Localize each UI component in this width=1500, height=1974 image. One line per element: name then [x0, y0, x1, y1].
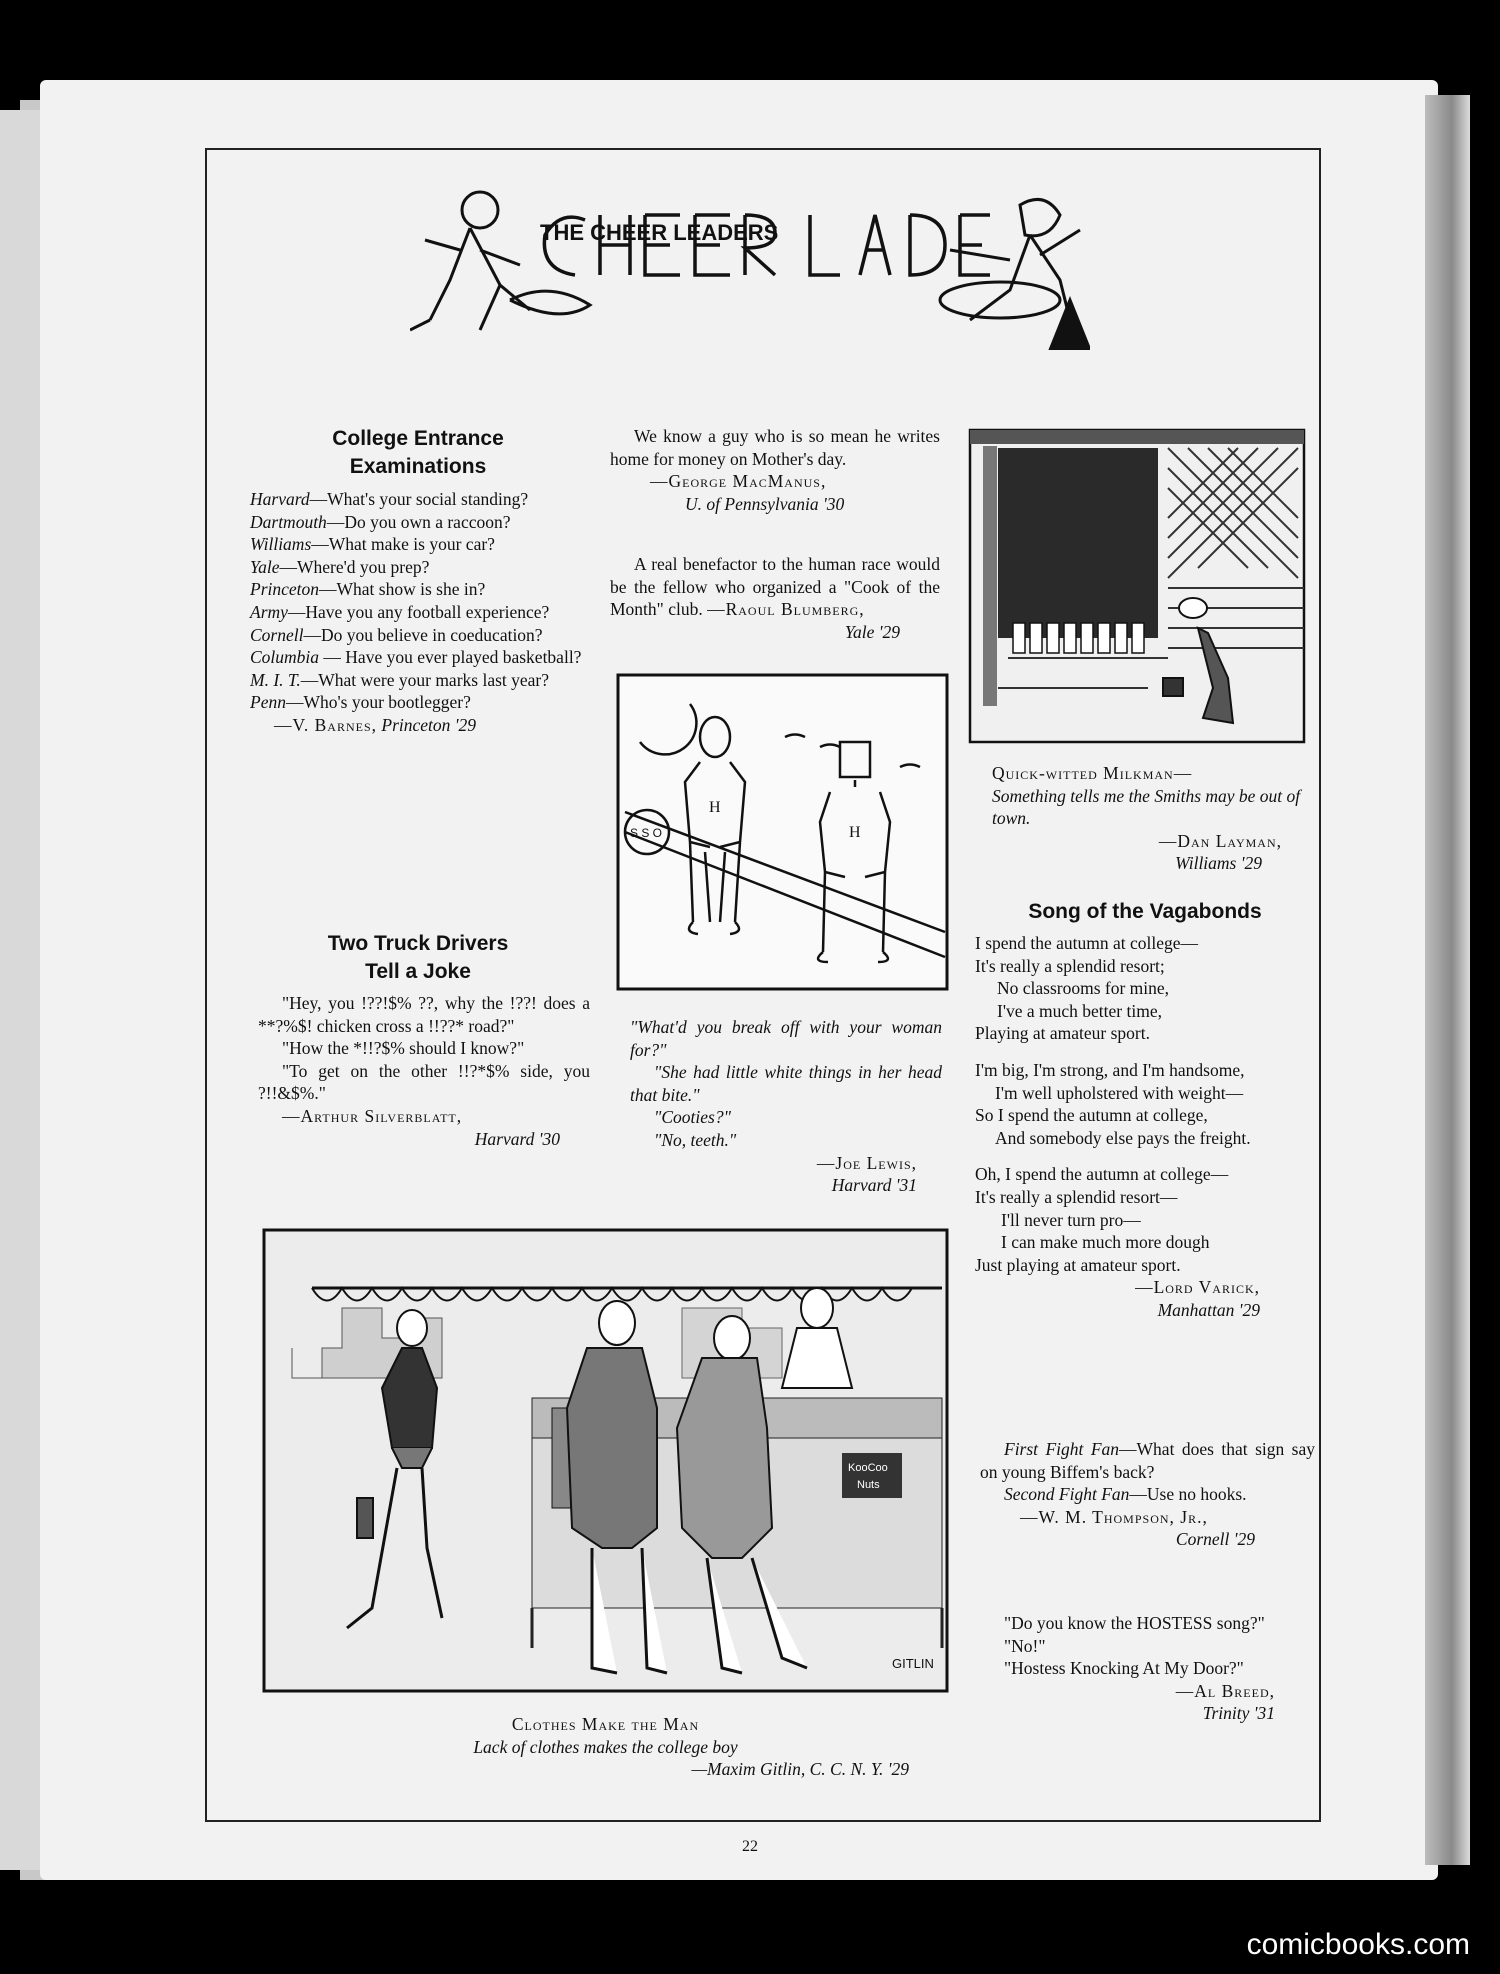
exam-credit: —V. Barnes, Princeton '29: [274, 714, 477, 735]
header-title: THE CHEER LEADERS: [540, 220, 779, 245]
stanza2-line: I'm well upholstered with weight—: [995, 1082, 1244, 1103]
host-credit-school: Trinity '31: [1202, 1703, 1275, 1724]
page-number: 22: [742, 1838, 758, 1855]
milk-text: Something tells me the Smiths may be out of town.: [992, 785, 1301, 829]
stanza1-line: It's really a splendid resort;: [975, 955, 1165, 976]
milkman-caption: [992, 762, 1312, 875]
stanza3-line: I'll never turn pro—: [1001, 1209, 1141, 1230]
cartoon-credit-name: —Joe Lewis,: [816, 1152, 917, 1173]
exam-title-line2: Examinations: [349, 455, 487, 478]
truck-joke: [258, 992, 590, 1150]
mean-credit-school: U. of Pennsylvania '30: [685, 493, 845, 514]
song-credit-school: Manhattan '29: [1157, 1299, 1260, 1320]
stanza2-line: So I spend the autumn at college,: [975, 1105, 1208, 1126]
stanza1-line: I've a much better time,: [997, 1000, 1162, 1021]
cootie-caption: [630, 1016, 942, 1197]
stanza3-line: Oh, I spend the autumn at college—: [975, 1164, 1229, 1185]
mean-credit-name: —George MacManus,: [650, 471, 827, 492]
exam-item: Harvard—What's your social standing?: [250, 489, 529, 509]
exam-title-line1: College Entrance: [332, 427, 504, 450]
stanza3-line: Just playing at amateur sport.: [975, 1254, 1181, 1275]
stanza2-line: I'm big, I'm strong, and I'm handsome,: [975, 1059, 1245, 1080]
fight-1-text: —What does that sign say on young Biffem's back?: [980, 1439, 1316, 1482]
truck-credit-name: —Arthur Silverblatt,: [282, 1105, 463, 1126]
stanza1-line: Playing at amateur sport.: [975, 1023, 1150, 1044]
exam-item: Army—Have you any football experience?: [250, 601, 550, 622]
fight-1-who: First Fight Fan: [1004, 1439, 1120, 1459]
host-line-2: "No!": [1004, 1635, 1046, 1656]
milk-credit-name: —Dan Layman,: [1158, 830, 1282, 851]
song-title: Song of the Vagabonds: [1028, 900, 1262, 923]
cartoon-q2: "She had little white things in her head that bite.": [630, 1062, 942, 1105]
song-poem: [975, 932, 1315, 1322]
ship-sign-text: S S O: [630, 826, 663, 840]
benefactor-joke: [610, 553, 940, 643]
cartoon-signature: GITLIN: [892, 1656, 934, 1671]
caption-title: Clothes Make the Man: [511, 1714, 700, 1734]
header-lettering: [440, 190, 1000, 300]
host-line-3: "Hostess Knocking At My Door?": [1004, 1658, 1244, 1679]
cartoon-q1: "What'd you break off with your woman for?": [630, 1017, 942, 1060]
sign-text-1: KooCoo: [848, 1462, 888, 1474]
truck-line-2: "How the *!!?$% should I know?": [282, 1038, 525, 1059]
host-line-1: "Do you know the HOSTESS song?": [1004, 1613, 1265, 1633]
fight-2-who: Second Fight Fan: [1004, 1484, 1130, 1505]
milk-title: Quick-witted Milkman—: [992, 763, 1193, 783]
truck-title-line1: Two Truck Drivers: [327, 932, 509, 955]
fight-2-text: —Use no hooks.: [1129, 1484, 1247, 1505]
milkman-illustration: [968, 428, 1306, 744]
truck-title-line2: Tell a Joke: [365, 960, 471, 983]
truck-line-1: "Hey, you !??!$% ??, why the !??! does a **?%$! chicken cross a !!??* road?": [258, 993, 590, 1036]
cartoon-q4: "No, teeth.": [654, 1129, 737, 1150]
shirt-letter-right: H: [849, 824, 861, 841]
mean-text: We know a guy who is so mean he writes home for money on Mother's day.: [610, 426, 940, 469]
stanza3-line: I can make much more dough: [1001, 1232, 1210, 1253]
host-credit-name: —Al Breed,: [1175, 1680, 1275, 1701]
milk-credit-school: Williams '29: [1175, 853, 1262, 874]
clothes-cartoon: [262, 1228, 949, 1693]
cooties-cartoon: [615, 672, 950, 992]
stanza1-line: No classrooms for mine,: [997, 978, 1170, 999]
bene-credit-school: Yale '29: [844, 621, 900, 642]
hostess-joke: [980, 1612, 1315, 1725]
exam-item: Yale—Where'd you prep?: [250, 556, 430, 577]
exam-item: Columbia — Have you ever played basketball?: [250, 647, 582, 668]
bene-credit-name: —Raoul Blumberg,: [707, 599, 865, 620]
cartoon-q3: "Cooties?": [654, 1107, 731, 1128]
fight-credit-school: Cornell '29: [1175, 1529, 1255, 1550]
watermark: comicbooks.com: [1246, 1928, 1470, 1961]
song-credit-name: —Lord Varick,: [1135, 1277, 1260, 1298]
exam-item: Dartmouth—Do you own a raccoon?: [250, 511, 511, 532]
cartoon-credit-school: Harvard '31: [831, 1175, 917, 1196]
shirt-letter-left: H: [709, 799, 721, 816]
bene-text: A real benefactor to the human race would be the fellow who organized a "Cook of the Month" club.: [610, 554, 940, 620]
exam-item: Williams—What make is your car?: [250, 534, 495, 555]
stanza3-line: It's really a splendid resort—: [975, 1186, 1178, 1207]
exam-item: Cornell—Do you believe in coeducation?: [250, 624, 543, 645]
stanza2-line: And somebody else pays the freight.: [995, 1127, 1251, 1148]
stanza1-line: I spend the autumn at college—: [975, 933, 1199, 953]
sign-text-2: Nuts: [857, 1479, 880, 1491]
exam-list: [250, 488, 585, 737]
truck-line-3: "To get on the other !!?*$% side, you ?!!&$%.": [258, 1060, 590, 1104]
fight-fan-joke: [980, 1438, 1315, 1551]
caption-credit: —Maxim Gitlin, C. C. N. Y. '29: [691, 1759, 909, 1780]
exam-item: Penn—Who's your bootlegger?: [250, 692, 471, 713]
mean-joke: [610, 425, 940, 515]
exam-item: M. I. T.—What were your marks last year?: [250, 669, 550, 690]
truck-credit-school: Harvard '30: [474, 1128, 560, 1149]
exam-item: Princeton—What show is she in?: [250, 579, 486, 600]
page-edge-right: [1425, 95, 1470, 1865]
clothes-caption: [262, 1713, 949, 1781]
caption-text: Lack of clothes makes the college boy: [473, 1736, 738, 1757]
fight-credit-name: —W. M. Thompson, Jr.,: [1020, 1506, 1208, 1527]
